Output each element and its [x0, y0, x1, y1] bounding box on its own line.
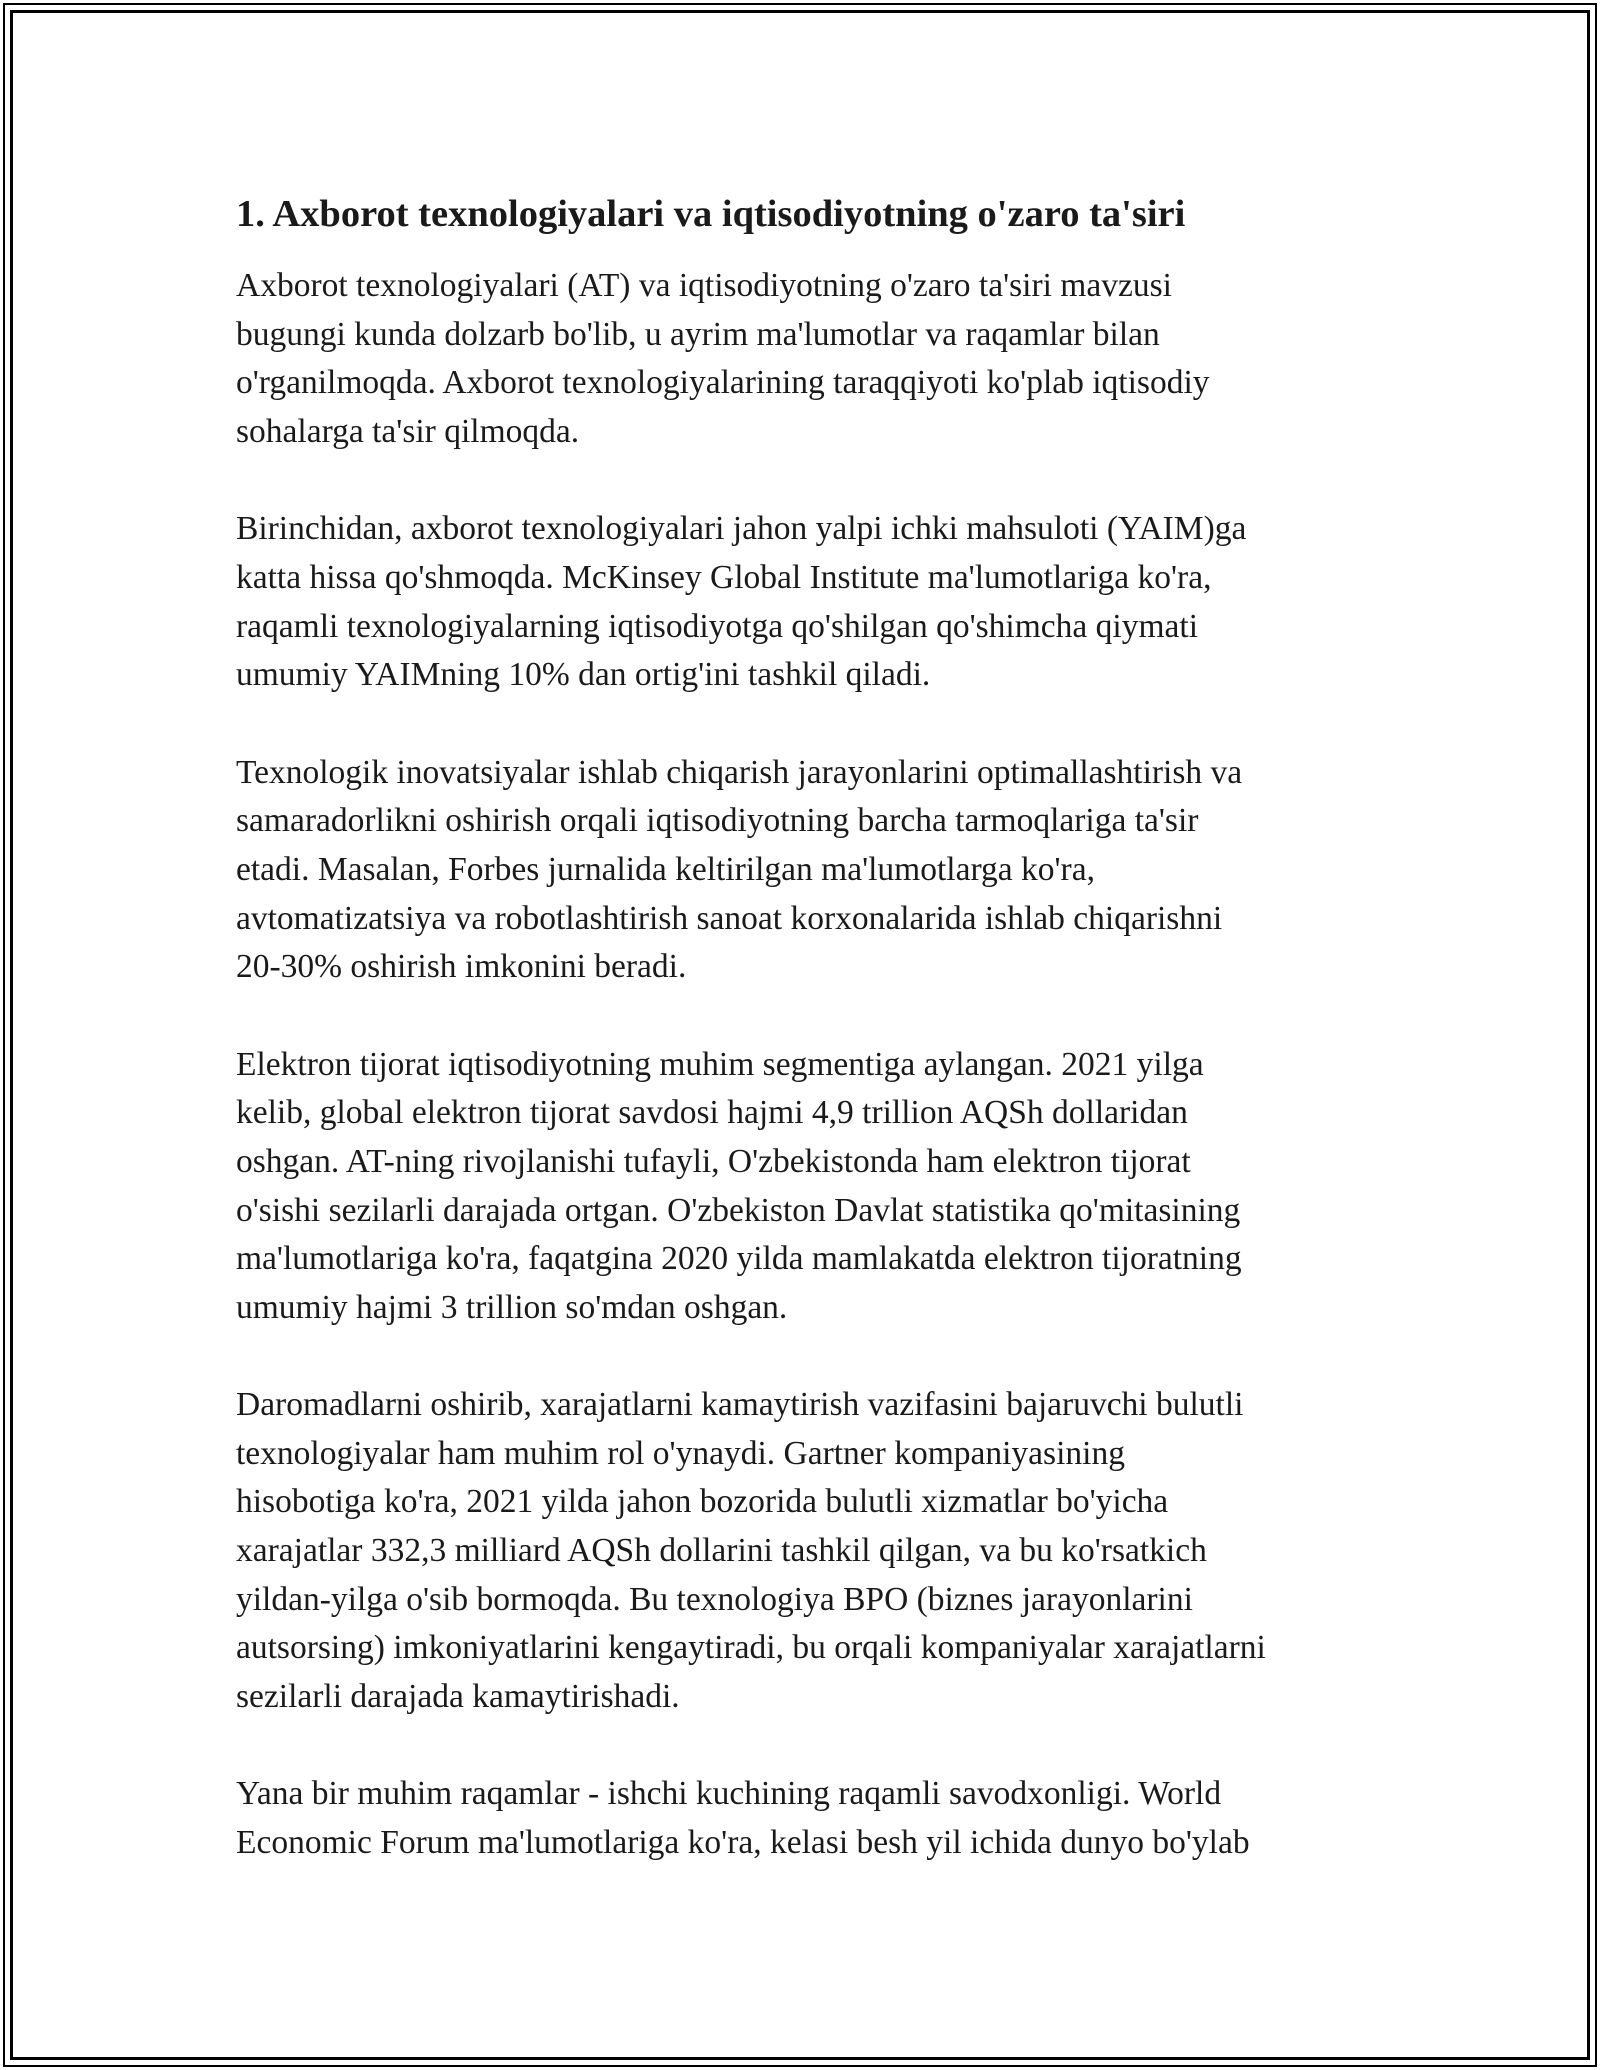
- text-line: Birinchidan, axborot texnologiyalari jahon yalpi ichki mahsuloti (YAIM)ga: [236, 510, 1247, 548]
- text-line: hisobotiga ko'ra, 2021 yilda jahon bozorida bulutli xizmatlar bo'yicha: [236, 1483, 1169, 1521]
- text-line: xarajatlar 332,3 milliard AQSh dollarini tashkil qilgan, va bu ko'rsatkich: [236, 1532, 1207, 1570]
- text-line: 20-30% oshirish imkonini beradi.: [236, 948, 687, 986]
- paragraph: [236, 1770, 1376, 1867]
- text-line: oshgan. AT-ning rivojlanishi tufayli, O'zbekistonda ham elektron tijorat: [236, 1142, 1191, 1180]
- text-line: Daromadlarni oshirib, xarajatlarni kamaytirish vazifasini bajaruvchi bulutli: [236, 1386, 1244, 1424]
- text-line: Yana bir muhim raqamlar - ishchi kuchining raqamli savodxonligi. World: [236, 1775, 1222, 1813]
- text-line: raqamli texnologiyalarning iqtisodiyotga qo'shilgan qo'shimcha qiymati: [236, 607, 1199, 645]
- text-line: umumiy hajmi 3 trillion so'mdan oshgan.: [236, 1288, 788, 1326]
- paragraph: [236, 505, 1376, 699]
- text-line: samaradorlikni oshirish orqali iqtisodiyotning barcha tarmoqlariga ta'sir: [236, 802, 1199, 840]
- text-line: bugungi kunda dolzarb bo'lib, u ayrim ma'lumotlar va raqamlar bilan: [236, 315, 1160, 353]
- text-line: yildan-yilga o'sib bormoqda. Bu texnologiya BPO (biznes jarayonlarini: [236, 1580, 1193, 1618]
- text-line: sezilarli darajada kamaytirishadi.: [236, 1677, 680, 1715]
- text-line: Axborot texnologiyalari (AT) va iqtisodiyotning o'zaro ta'siri mavzusi: [236, 267, 1172, 304]
- text-line: Texnologik inovatsiyalar ishlab chiqarish jarayonlarini optimallashtirish va: [236, 753, 1243, 791]
- text-line: kelib, global elektron tijorat savdosi hajmi 4,9 trillion AQSh dollaridan: [236, 1094, 1188, 1132]
- paragraph-list: [236, 262, 1376, 1868]
- paragraph: [236, 1381, 1376, 1721]
- text-line: o'sishi sezilarli darajada ortgan. O'zbekiston Davlat statistika qo'mitasining: [236, 1191, 1241, 1229]
- paragraph: [236, 749, 1376, 992]
- text-line: texnologiyalar ham muhim rol o'ynaydi. Gartner kompaniyasining: [236, 1434, 1125, 1472]
- text-line: umumiy YAIMning 10% dan ortig'ini tashkil qiladi.: [236, 656, 931, 694]
- text-line: autsorsing) imkoniyatlarini kengaytiradi, bu orqali kompaniyalar xarajatlarni: [236, 1629, 1266, 1667]
- paragraph: [236, 262, 1376, 456]
- paragraph: [236, 1041, 1376, 1333]
- text-line: etadi. Masalan, Forbes jurnalida keltirilgan ma'lumotlarga ko'ra,: [236, 850, 1095, 888]
- document-body: [236, 186, 1376, 1917]
- text-line: ma'lumotlariga ko'ra, faqatgina 2020 yilda mamlakatda elektron tijoratning: [236, 1240, 1242, 1278]
- text-line: sohalarga ta'sir qilmoqda.: [236, 412, 580, 450]
- text-line: avtomatizatsiya va robotlashtirish sanoat korxonalarida ishlab chiqarishni: [236, 899, 1223, 937]
- section-heading: 1. Axborot texnologiyalari va iqtisodiyotning o'zaro ta'siri: [236, 193, 1186, 235]
- text-line: katta hissa qo'shmoqda. McKinsey Global Institute ma'lumotlariga ko'ra,: [236, 558, 1212, 596]
- text-line: Elektron tijorat iqtisodiyotning muhim segmentiga aylangan. 2021 yilga: [236, 1045, 1204, 1083]
- text-line: o'rganilmoqda. Axborot texnologiyalarining taraqqiyoti ko'plab iqtisodiy: [236, 364, 1210, 402]
- text-line: Economic Forum ma'lumotlariga ko'ra, kelasi besh yil ichida dunyo bo'ylab: [236, 1824, 1250, 1862]
